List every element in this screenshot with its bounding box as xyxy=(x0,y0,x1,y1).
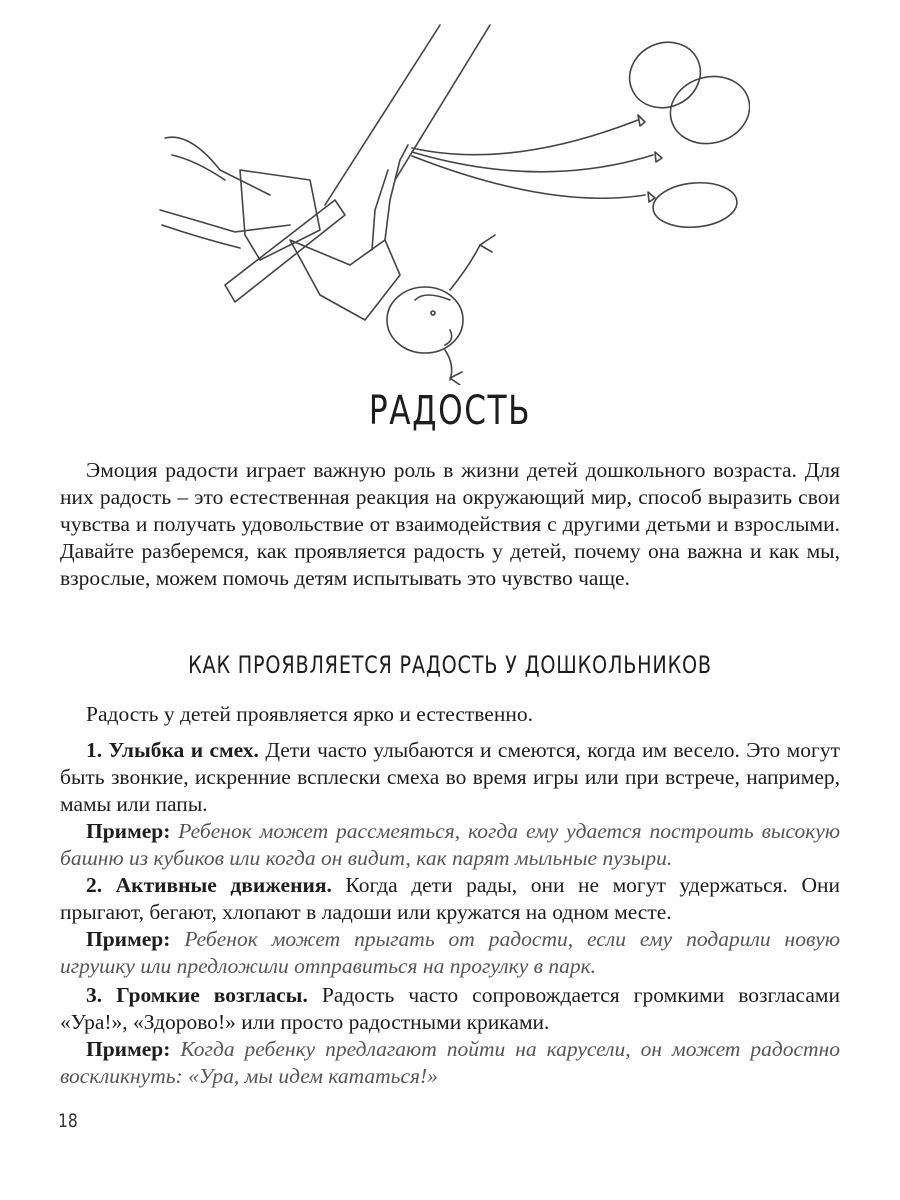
example-text: Ребенок может прыгать от радости, если ему подарили новую игрушку или предложили отправиться на прогулку в парк. xyxy=(60,927,840,978)
girl-on-swing-with-balloons-illustration xyxy=(150,20,750,385)
item-text: Когда дети рады, они не могут удержаться. Они прыгают, бегают, хлопают в ладоши или кружатся на одном месте. xyxy=(60,873,840,924)
example-paragraph xyxy=(60,1036,840,1090)
page-title: РАДОСТЬ xyxy=(368,388,532,434)
item-heading: 3. Громкие возгласы. xyxy=(86,983,308,1007)
item-heading: 2. Активные движения. xyxy=(86,873,332,897)
item-paragraph xyxy=(60,737,840,818)
page-number: 18 xyxy=(58,1110,78,1132)
lead-text: Радость у детей проявляется ярко и естественно. xyxy=(86,702,533,726)
item-text: Дети часто улыбаются и смеются, когда им весело. Это могут быть звонкие, искренние всплески смеха во время игры или при встрече, например, мамы или папы. xyxy=(60,738,841,816)
example-label: Пример: xyxy=(86,927,171,951)
example-label: Пример: xyxy=(86,1037,171,1061)
example-paragraph xyxy=(60,818,840,872)
example-label: Пример: xyxy=(86,819,171,843)
section-heading: КАК ПРОЯВЛЯЕТСЯ РАДОСТЬ У ДОШКОЛЬНИКОВ xyxy=(188,651,712,679)
list-item xyxy=(60,737,840,872)
item-heading: 1. Улыбка и смех. xyxy=(86,738,259,762)
example-text: Ребенок может рассмеяться, когда ему удается построить высокую башню из кубиков или когда он видит, как парят мыльные пузыри. xyxy=(60,819,840,870)
item-paragraph xyxy=(60,982,840,1036)
lead-paragraph xyxy=(60,701,840,728)
item-text: Радость часто сопровождается громкими возгласами «Ура!», «Здорово!» или просто радостными криками. xyxy=(60,983,840,1034)
list-item xyxy=(60,872,840,980)
intro-paragraph xyxy=(60,457,840,592)
list-item xyxy=(60,982,840,1090)
intro-text: Эмоция радости играет важную роль в жизни детей дошкольного возраста. Для них радость – это естественная реакция на окружающий мир, способ выразить свои чувства и получать удовольствие от взаимодействия с другими детьми и взрослыми. Давайте разберемся, как проявляется радость у детей, почему она важна и как мы, взрослые, можем помочь детям испытывать это чувство чаще. xyxy=(60,458,840,590)
example-paragraph xyxy=(60,926,840,980)
example-text: Когда ребенку предлагают пойти на карусели, он может радостно воскликнуть: «Ура, мы идем кататься!» xyxy=(60,1037,840,1088)
item-paragraph xyxy=(60,872,840,926)
